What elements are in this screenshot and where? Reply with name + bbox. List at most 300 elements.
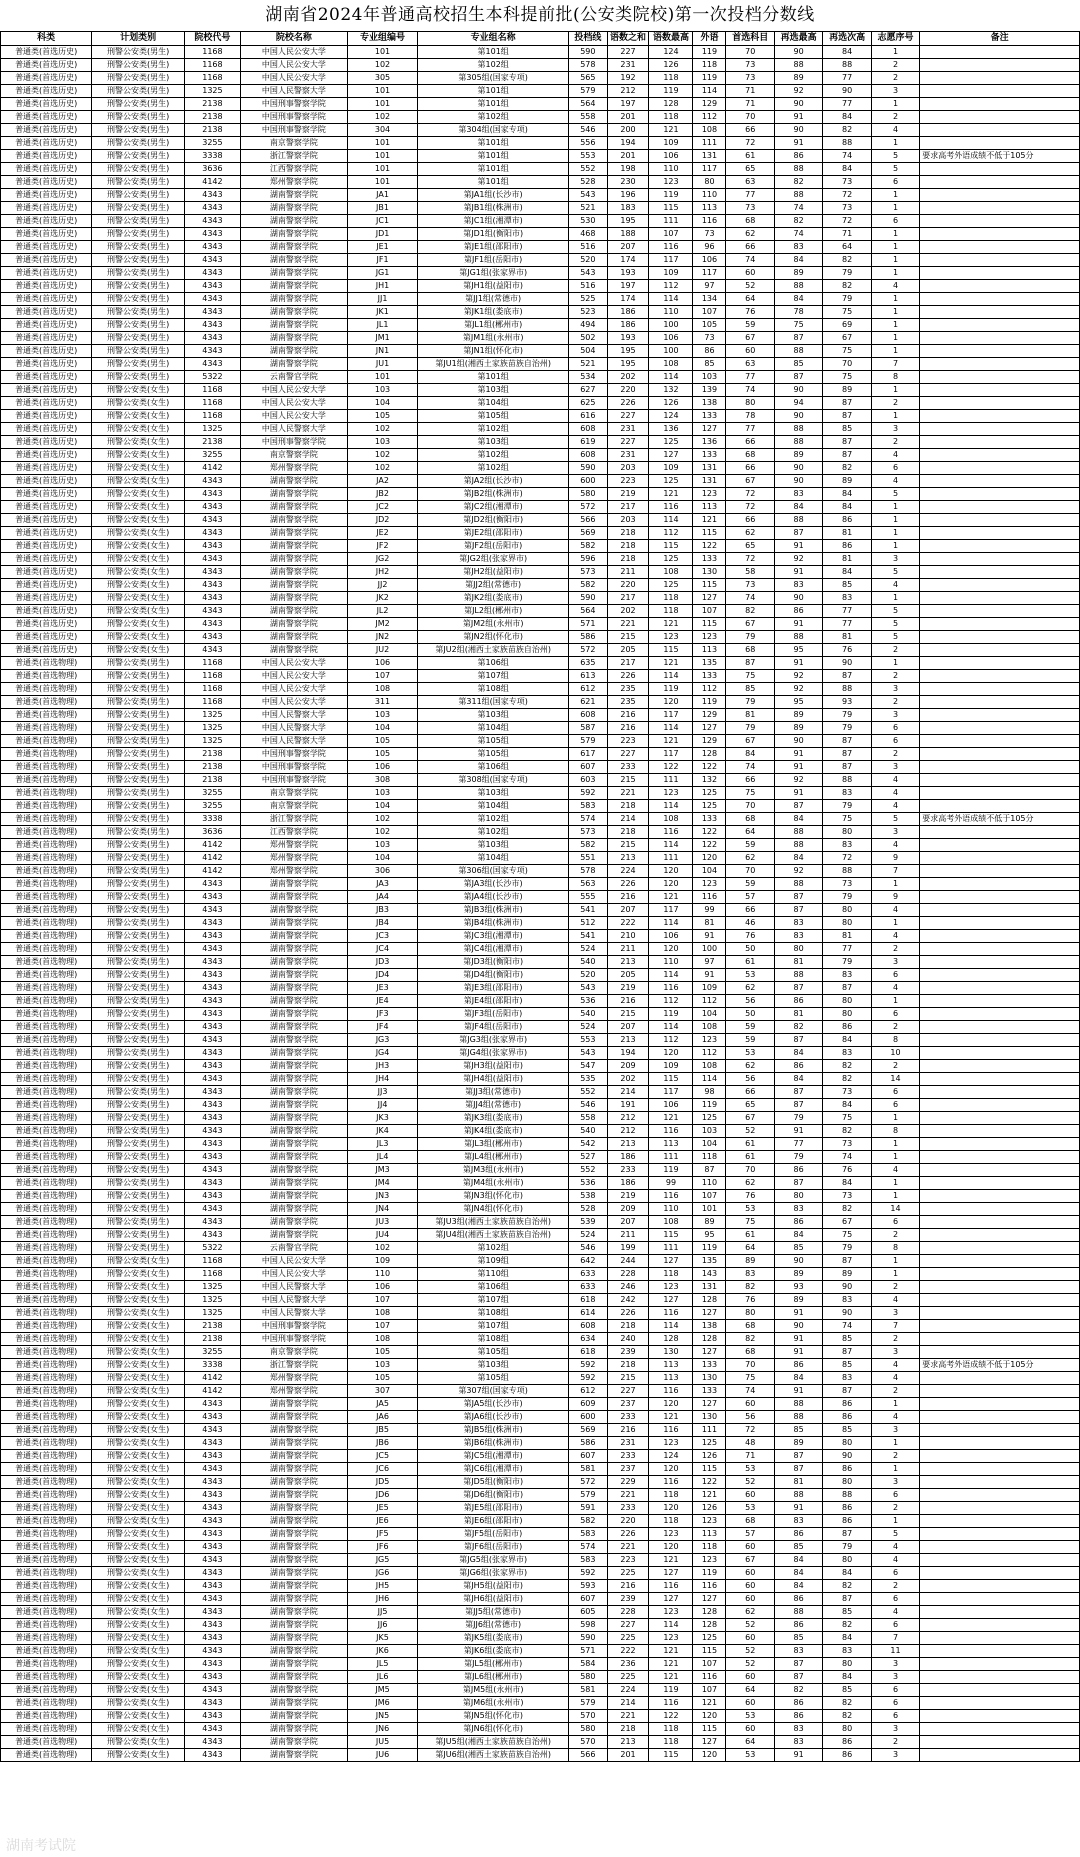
plan-category-cell: 刑警公安类(男生) [92, 943, 184, 956]
preference-order-cell: 4 [871, 774, 919, 787]
subject-category-cell: 普通类(首选历史) [1, 475, 92, 488]
chinese-math-sum-cell: 218 [607, 800, 649, 813]
foreign-language-cell: 115 [693, 1723, 726, 1736]
first-subject-cell: 65 [726, 540, 774, 553]
group-code-cell: 105 [347, 748, 417, 761]
remark-cell: 要求高考外语成绩不低于105分 [920, 813, 1080, 826]
subject-category-cell: 普通类(首选历史) [1, 85, 92, 98]
first-subject-cell: 59 [726, 319, 774, 332]
second-next-cell: 84 [823, 1034, 871, 1047]
chinese-math-sum-cell: 227 [607, 436, 649, 449]
second-next-cell: 75 [823, 371, 871, 384]
subject-category-cell: 普通类(首选物理) [1, 839, 92, 852]
group-name-cell: 第JG6组(张家界市) [418, 1567, 569, 1580]
second-max-cell: 83 [774, 1723, 822, 1736]
second-max-cell: 83 [774, 241, 822, 254]
table-row [1, 1684, 1080, 1697]
foreign-language-cell: 135 [693, 1255, 726, 1268]
subject-category-cell: 普通类(首选物理) [1, 670, 92, 683]
chinese-math-max-cell: 120 [649, 1502, 693, 1515]
school-code-cell: 4142 [184, 865, 240, 878]
subject-category-cell: 普通类(首选物理) [1, 1099, 92, 1112]
second-max-cell: 79 [774, 1151, 822, 1164]
group-code-cell: 102 [347, 423, 417, 436]
column-header: 科类 [1, 32, 92, 46]
foreign-language-cell: 116 [693, 1580, 726, 1593]
chinese-math-max-cell: 120 [649, 1398, 693, 1411]
school-code-cell: 2138 [184, 761, 240, 774]
remark-cell [920, 319, 1080, 332]
chinese-math-sum-cell: 186 [607, 1151, 649, 1164]
subject-category-cell: 普通类(首选物理) [1, 1502, 92, 1515]
chinese-math-max-cell: 112 [649, 995, 693, 1008]
chinese-math-max-cell: 120 [649, 865, 693, 878]
plan-category-cell: 刑警公安类(女生) [92, 566, 184, 579]
foreign-language-cell: 139 [693, 384, 726, 397]
chinese-math-sum-cell: 198 [607, 163, 649, 176]
plan-category-cell: 刑警公安类(女生) [92, 1697, 184, 1710]
plan-category-cell: 刑警公安类(女生) [92, 1684, 184, 1697]
remark-cell [920, 1749, 1080, 1762]
remark-cell [920, 1138, 1080, 1151]
chinese-math-max-cell: 121 [649, 1671, 693, 1684]
group-code-cell: JA3 [347, 878, 417, 891]
table-row [1, 1515, 1080, 1528]
cutoff-score-cell: 579 [569, 1489, 608, 1502]
school-name-cell: 湖南警察学院 [241, 1021, 348, 1034]
foreign-language-cell: 135 [693, 657, 726, 670]
group-name-cell: 第JM5组(永州市) [418, 1684, 569, 1697]
school-name-cell: 湖南警察学院 [241, 592, 348, 605]
second-max-cell: 87 [774, 1463, 822, 1476]
table-row [1, 1125, 1080, 1138]
group-code-cell: JL6 [347, 1671, 417, 1684]
plan-category-cell: 刑警公安类(男生) [92, 904, 184, 917]
group-name-cell: 第102组 [418, 1242, 569, 1255]
chinese-math-sum-cell: 227 [607, 1385, 649, 1398]
group-name-cell: 第JC2组(湘潭市) [418, 501, 569, 514]
first-subject-cell: 62 [726, 1606, 774, 1619]
chinese-math-sum-cell: 211 [607, 1229, 649, 1242]
second-next-cell: 73 [823, 202, 871, 215]
foreign-language-cell: 133 [693, 449, 726, 462]
subject-category-cell: 普通类(首选历史) [1, 592, 92, 605]
school-name-cell: 湖南警察学院 [241, 1112, 348, 1125]
second-max-cell: 91 [774, 761, 822, 774]
subject-category-cell: 普通类(首选物理) [1, 1359, 92, 1372]
group-code-cell: JF2 [347, 540, 417, 553]
second-next-cell: 90 [823, 1281, 871, 1294]
table-row [1, 1086, 1080, 1099]
subject-category-cell: 普通类(首选物理) [1, 1047, 92, 1060]
preference-order-cell: 1 [871, 137, 919, 150]
chinese-math-sum-cell: 211 [607, 943, 649, 956]
preference-order-cell: 3 [871, 553, 919, 566]
chinese-math-max-cell: 123 [649, 1632, 693, 1645]
group-code-cell: JE6 [347, 1515, 417, 1528]
remark-cell [920, 735, 1080, 748]
group-name-cell: 第JG4组(张家界市) [418, 1047, 569, 1060]
table-row [1, 1294, 1080, 1307]
subject-category-cell: 普通类(首选物理) [1, 1008, 92, 1021]
table-row [1, 85, 1080, 98]
chinese-math-sum-cell: 223 [607, 735, 649, 748]
second-next-cell: 90 [823, 1450, 871, 1463]
remark-cell [920, 1073, 1080, 1086]
cutoff-score-cell: 528 [569, 1203, 608, 1216]
group-code-cell: JL5 [347, 1658, 417, 1671]
subject-category-cell: 普通类(首选物理) [1, 1554, 92, 1567]
chinese-math-max-cell: 126 [649, 59, 693, 72]
subject-category-cell: 普通类(首选物理) [1, 1229, 92, 1242]
subject-category-cell: 普通类(首选历史) [1, 280, 92, 293]
subject-category-cell: 普通类(首选物理) [1, 1632, 92, 1645]
second-next-cell: 70 [823, 358, 871, 371]
second-max-cell: 88 [774, 969, 822, 982]
chinese-math-max-cell: 107 [649, 228, 693, 241]
school-name-cell: 湖南警察学院 [241, 1723, 348, 1736]
group-name-cell: 第JJ2组(常德市) [418, 579, 569, 592]
group-code-cell: 105 [347, 1346, 417, 1359]
first-subject-cell: 61 [726, 150, 774, 163]
foreign-language-cell: 95 [693, 1229, 726, 1242]
school-name-cell: 中国人民公安大学 [241, 46, 348, 59]
subject-category-cell: 普通类(首选历史) [1, 267, 92, 280]
first-subject-cell: 75 [726, 1216, 774, 1229]
group-code-cell: JC2 [347, 501, 417, 514]
table-row [1, 527, 1080, 540]
group-name-cell: 第JU5组(湘西土家族苗族自治州) [418, 1736, 569, 1749]
preference-order-cell: 11 [871, 1645, 919, 1658]
preference-order-cell: 1 [871, 1437, 919, 1450]
subject-category-cell: 普通类(首选物理) [1, 1658, 92, 1671]
cutoff-score-cell: 590 [569, 462, 608, 475]
foreign-language-cell: 117 [693, 163, 726, 176]
chinese-math-max-cell: 118 [649, 111, 693, 124]
second-max-cell: 87 [774, 527, 822, 540]
first-subject-cell: 79 [726, 722, 774, 735]
plan-category-cell: 刑警公安类(男生) [92, 280, 184, 293]
chinese-math-max-cell: 115 [649, 1229, 693, 1242]
group-code-cell: JK3 [347, 1112, 417, 1125]
foreign-language-cell: 115 [693, 1645, 726, 1658]
second-next-cell: 83 [823, 787, 871, 800]
subject-category-cell: 普通类(首选物理) [1, 683, 92, 696]
chinese-math-max-cell: 116 [649, 1385, 693, 1398]
school-name-cell: 湖南警察学院 [241, 1658, 348, 1671]
school-code-cell: 4343 [184, 1528, 240, 1541]
school-code-cell: 1168 [184, 696, 240, 709]
school-code-cell: 4343 [184, 930, 240, 943]
school-name-cell: 湖南警察学院 [241, 1632, 348, 1645]
chinese-math-sum-cell: 197 [607, 280, 649, 293]
chinese-math-max-cell: 118 [649, 592, 693, 605]
foreign-language-cell: 131 [693, 475, 726, 488]
chinese-math-sum-cell: 191 [607, 1099, 649, 1112]
foreign-language-cell: 110 [693, 189, 726, 202]
school-code-cell: 4343 [184, 618, 240, 631]
second-next-cell: 88 [823, 137, 871, 150]
school-name-cell: 湖南警察学院 [241, 605, 348, 618]
second-next-cell: 81 [823, 527, 871, 540]
remark-cell [920, 969, 1080, 982]
school-name-cell: 中国人民警察大学 [241, 423, 348, 436]
preference-order-cell: 1 [871, 917, 919, 930]
school-name-cell: 湖南警察学院 [241, 1099, 348, 1112]
group-name-cell: 第101组 [418, 371, 569, 384]
table-row [1, 514, 1080, 527]
subject-category-cell: 普通类(首选物理) [1, 1385, 92, 1398]
chinese-math-sum-cell: 205 [607, 969, 649, 982]
foreign-language-cell: 127 [693, 423, 726, 436]
subject-category-cell: 普通类(首选物理) [1, 1723, 92, 1736]
subject-category-cell: 普通类(首选历史) [1, 176, 92, 189]
foreign-language-cell: 133 [693, 1385, 726, 1398]
foreign-language-cell: 120 [693, 1749, 726, 1762]
preference-order-cell: 4 [871, 1606, 919, 1619]
cutoff-score-cell: 539 [569, 1216, 608, 1229]
remark-cell [920, 566, 1080, 579]
column-header: 语数之和 [607, 32, 649, 46]
remark-cell [920, 605, 1080, 618]
first-subject-cell: 82 [726, 605, 774, 618]
second-max-cell: 83 [774, 917, 822, 930]
remark-cell [920, 995, 1080, 1008]
preference-order-cell: 2 [871, 59, 919, 72]
plan-category-cell: 刑警公安类(男生) [92, 969, 184, 982]
group-code-cell: JA4 [347, 891, 417, 904]
plan-category-cell: 刑警公安类(男生) [92, 1099, 184, 1112]
second-max-cell: 83 [774, 1515, 822, 1528]
school-code-cell: 1168 [184, 46, 240, 59]
remark-cell [920, 1086, 1080, 1099]
school-code-cell: 4343 [184, 306, 240, 319]
school-name-cell: 中国人民公安大学 [241, 1255, 348, 1268]
remark-cell [920, 1229, 1080, 1242]
school-name-cell: 湖南警察学院 [241, 527, 348, 540]
group-name-cell: 第108组 [418, 683, 569, 696]
subject-category-cell: 普通类(首选物理) [1, 657, 92, 670]
preference-order-cell: 5 [871, 150, 919, 163]
subject-category-cell: 普通类(首选物理) [1, 1710, 92, 1723]
table-row [1, 1437, 1080, 1450]
second-max-cell: 95 [774, 696, 822, 709]
chinese-math-sum-cell: 221 [607, 1489, 649, 1502]
remark-cell [920, 1450, 1080, 1463]
second-max-cell: 77 [774, 1138, 822, 1151]
chinese-math-max-cell: 119 [649, 85, 693, 98]
school-code-cell: 3255 [184, 1346, 240, 1359]
table-row [1, 1333, 1080, 1346]
table-row [1, 1411, 1080, 1424]
remark-cell [920, 1515, 1080, 1528]
school-code-cell: 1325 [184, 423, 240, 436]
group-name-cell: 第JB2组(株洲市) [418, 488, 569, 501]
table-row [1, 189, 1080, 202]
group-code-cell: 102 [347, 59, 417, 72]
chinese-math-sum-cell: 222 [607, 1645, 649, 1658]
first-subject-cell: 66 [726, 462, 774, 475]
second-next-cell: 89 [823, 1268, 871, 1281]
remark-cell [920, 293, 1080, 306]
preference-order-cell: 1 [871, 540, 919, 553]
group-code-cell: JU5 [347, 1736, 417, 1749]
school-name-cell: 湖南警察学院 [241, 475, 348, 488]
foreign-language-cell: 134 [693, 293, 726, 306]
preference-order-cell: 2 [871, 644, 919, 657]
school-name-cell: 浙江警察学院 [241, 813, 348, 826]
cutoff-score-cell: 494 [569, 319, 608, 332]
second-next-cell: 73 [823, 1190, 871, 1203]
remark-cell [920, 1125, 1080, 1138]
second-max-cell: 92 [774, 774, 822, 787]
chinese-math-sum-cell: 226 [607, 1528, 649, 1541]
school-name-cell: 中国人民警察大学 [241, 722, 348, 735]
first-subject-cell: 50 [726, 1008, 774, 1021]
first-subject-cell: 60 [726, 345, 774, 358]
preference-order-cell: 1 [871, 1177, 919, 1190]
cutoff-score-cell: 543 [569, 267, 608, 280]
subject-category-cell: 普通类(首选物理) [1, 1112, 92, 1125]
chinese-math-max-cell: 125 [649, 475, 693, 488]
second-next-cell: 84 [823, 1099, 871, 1112]
chinese-math-sum-cell: 226 [607, 878, 649, 891]
chinese-math-sum-cell: 209 [607, 1203, 649, 1216]
second-next-cell: 85 [823, 579, 871, 592]
table-row [1, 1138, 1080, 1151]
foreign-language-cell: 113 [693, 501, 726, 514]
cutoff-score-cell: 586 [569, 1437, 608, 1450]
plan-category-cell: 刑警公安类(男生) [92, 215, 184, 228]
school-name-cell: 湖南警察学院 [241, 1398, 348, 1411]
group-code-cell: 106 [347, 761, 417, 774]
table-row [1, 1177, 1080, 1190]
second-next-cell: 79 [823, 293, 871, 306]
school-code-cell: 4343 [184, 345, 240, 358]
remark-cell [920, 1424, 1080, 1437]
first-subject-cell: 64 [726, 293, 774, 306]
table-row [1, 319, 1080, 332]
group-code-cell: JJ4 [347, 1099, 417, 1112]
cutoff-score-cell: 593 [569, 1580, 608, 1593]
school-name-cell: 湖南警察学院 [241, 1060, 348, 1073]
school-code-cell: 4343 [184, 1125, 240, 1138]
school-code-cell: 4343 [184, 1541, 240, 1554]
foreign-language-cell: 133 [693, 410, 726, 423]
remark-cell [920, 1476, 1080, 1489]
table-row [1, 1255, 1080, 1268]
chinese-math-max-cell: 116 [649, 1697, 693, 1710]
chinese-math-sum-cell: 219 [607, 1190, 649, 1203]
chinese-math-max-cell: 109 [649, 462, 693, 475]
second-max-cell: 86 [774, 605, 822, 618]
remark-cell [920, 85, 1080, 98]
remark-cell [920, 1710, 1080, 1723]
group-name-cell: 第101组 [418, 46, 569, 59]
school-code-cell: 4343 [184, 1554, 240, 1567]
school-name-cell: 湖南警察学院 [241, 358, 348, 371]
first-subject-cell: 72 [726, 553, 774, 566]
school-code-cell: 1325 [184, 1307, 240, 1320]
table-row [1, 111, 1080, 124]
school-code-cell: 4343 [184, 332, 240, 345]
school-code-cell: 1325 [184, 735, 240, 748]
second-max-cell: 89 [774, 722, 822, 735]
second-max-cell: 83 [774, 579, 822, 592]
cutoff-score-cell: 558 [569, 1112, 608, 1125]
group-code-cell: JG6 [347, 1567, 417, 1580]
subject-category-cell: 普通类(首选物理) [1, 995, 92, 1008]
group-code-cell: 102 [347, 111, 417, 124]
preference-order-cell: 10 [871, 1047, 919, 1060]
chinese-math-sum-cell: 213 [607, 1736, 649, 1749]
plan-category-cell: 刑警公安类(男生) [92, 345, 184, 358]
second-max-cell: 88 [774, 878, 822, 891]
school-code-cell: 1325 [184, 722, 240, 735]
school-name-cell: 中国人民警察大学 [241, 709, 348, 722]
subject-category-cell: 普通类(首选物理) [1, 1177, 92, 1190]
preference-order-cell: 6 [871, 735, 919, 748]
second-next-cell: 89 [823, 475, 871, 488]
subject-category-cell: 普通类(首选物理) [1, 1463, 92, 1476]
cutoff-score-cell: 552 [569, 1164, 608, 1177]
group-code-cell: JC1 [347, 215, 417, 228]
foreign-language-cell: 101 [693, 1203, 726, 1216]
remark-cell [920, 683, 1080, 696]
table-row [1, 1060, 1080, 1073]
school-name-cell: 湖南警察学院 [241, 202, 348, 215]
cutoff-score-cell: 521 [569, 358, 608, 371]
second-next-cell: 69 [823, 319, 871, 332]
second-max-cell: 87 [774, 332, 822, 345]
chinese-math-max-cell: 116 [649, 826, 693, 839]
second-max-cell: 83 [774, 1203, 822, 1216]
first-subject-cell: 60 [726, 1489, 774, 1502]
table-row [1, 748, 1080, 761]
preference-order-cell: 2 [871, 111, 919, 124]
foreign-language-cell: 127 [693, 1593, 726, 1606]
subject-category-cell: 普通类(首选物理) [1, 1580, 92, 1593]
second-next-cell: 79 [823, 800, 871, 813]
first-subject-cell: 62 [726, 527, 774, 540]
group-code-cell: 103 [347, 436, 417, 449]
chinese-math-max-cell: 121 [649, 657, 693, 670]
remark-cell [920, 163, 1080, 176]
chinese-math-max-cell: 114 [649, 670, 693, 683]
table-row [1, 59, 1080, 72]
remark-cell [920, 1697, 1080, 1710]
first-subject-cell: 56 [726, 1073, 774, 1086]
group-code-cell: 108 [347, 1307, 417, 1320]
cutoff-score-cell: 633 [569, 1281, 608, 1294]
second-max-cell: 80 [774, 943, 822, 956]
remark-cell [920, 540, 1080, 553]
group-name-cell: 第JK1组(娄底市) [418, 306, 569, 319]
cutoff-score-cell: 608 [569, 1320, 608, 1333]
chinese-math-sum-cell: 205 [607, 644, 649, 657]
subject-category-cell: 普通类(首选物理) [1, 865, 92, 878]
preference-order-cell: 2 [871, 1736, 919, 1749]
school-code-cell: 4343 [184, 254, 240, 267]
second-next-cell: 86 [823, 540, 871, 553]
group-name-cell: 第306组(国家专项) [418, 865, 569, 878]
plan-category-cell: 刑警公安类(男生) [92, 85, 184, 98]
group-name-cell: 第JH4组(益阳市) [418, 1073, 569, 1086]
subject-category-cell: 普通类(首选历史) [1, 501, 92, 514]
school-name-cell: 中国人民警察大学 [241, 85, 348, 98]
chinese-math-max-cell: 120 [649, 1541, 693, 1554]
table-row [1, 826, 1080, 839]
